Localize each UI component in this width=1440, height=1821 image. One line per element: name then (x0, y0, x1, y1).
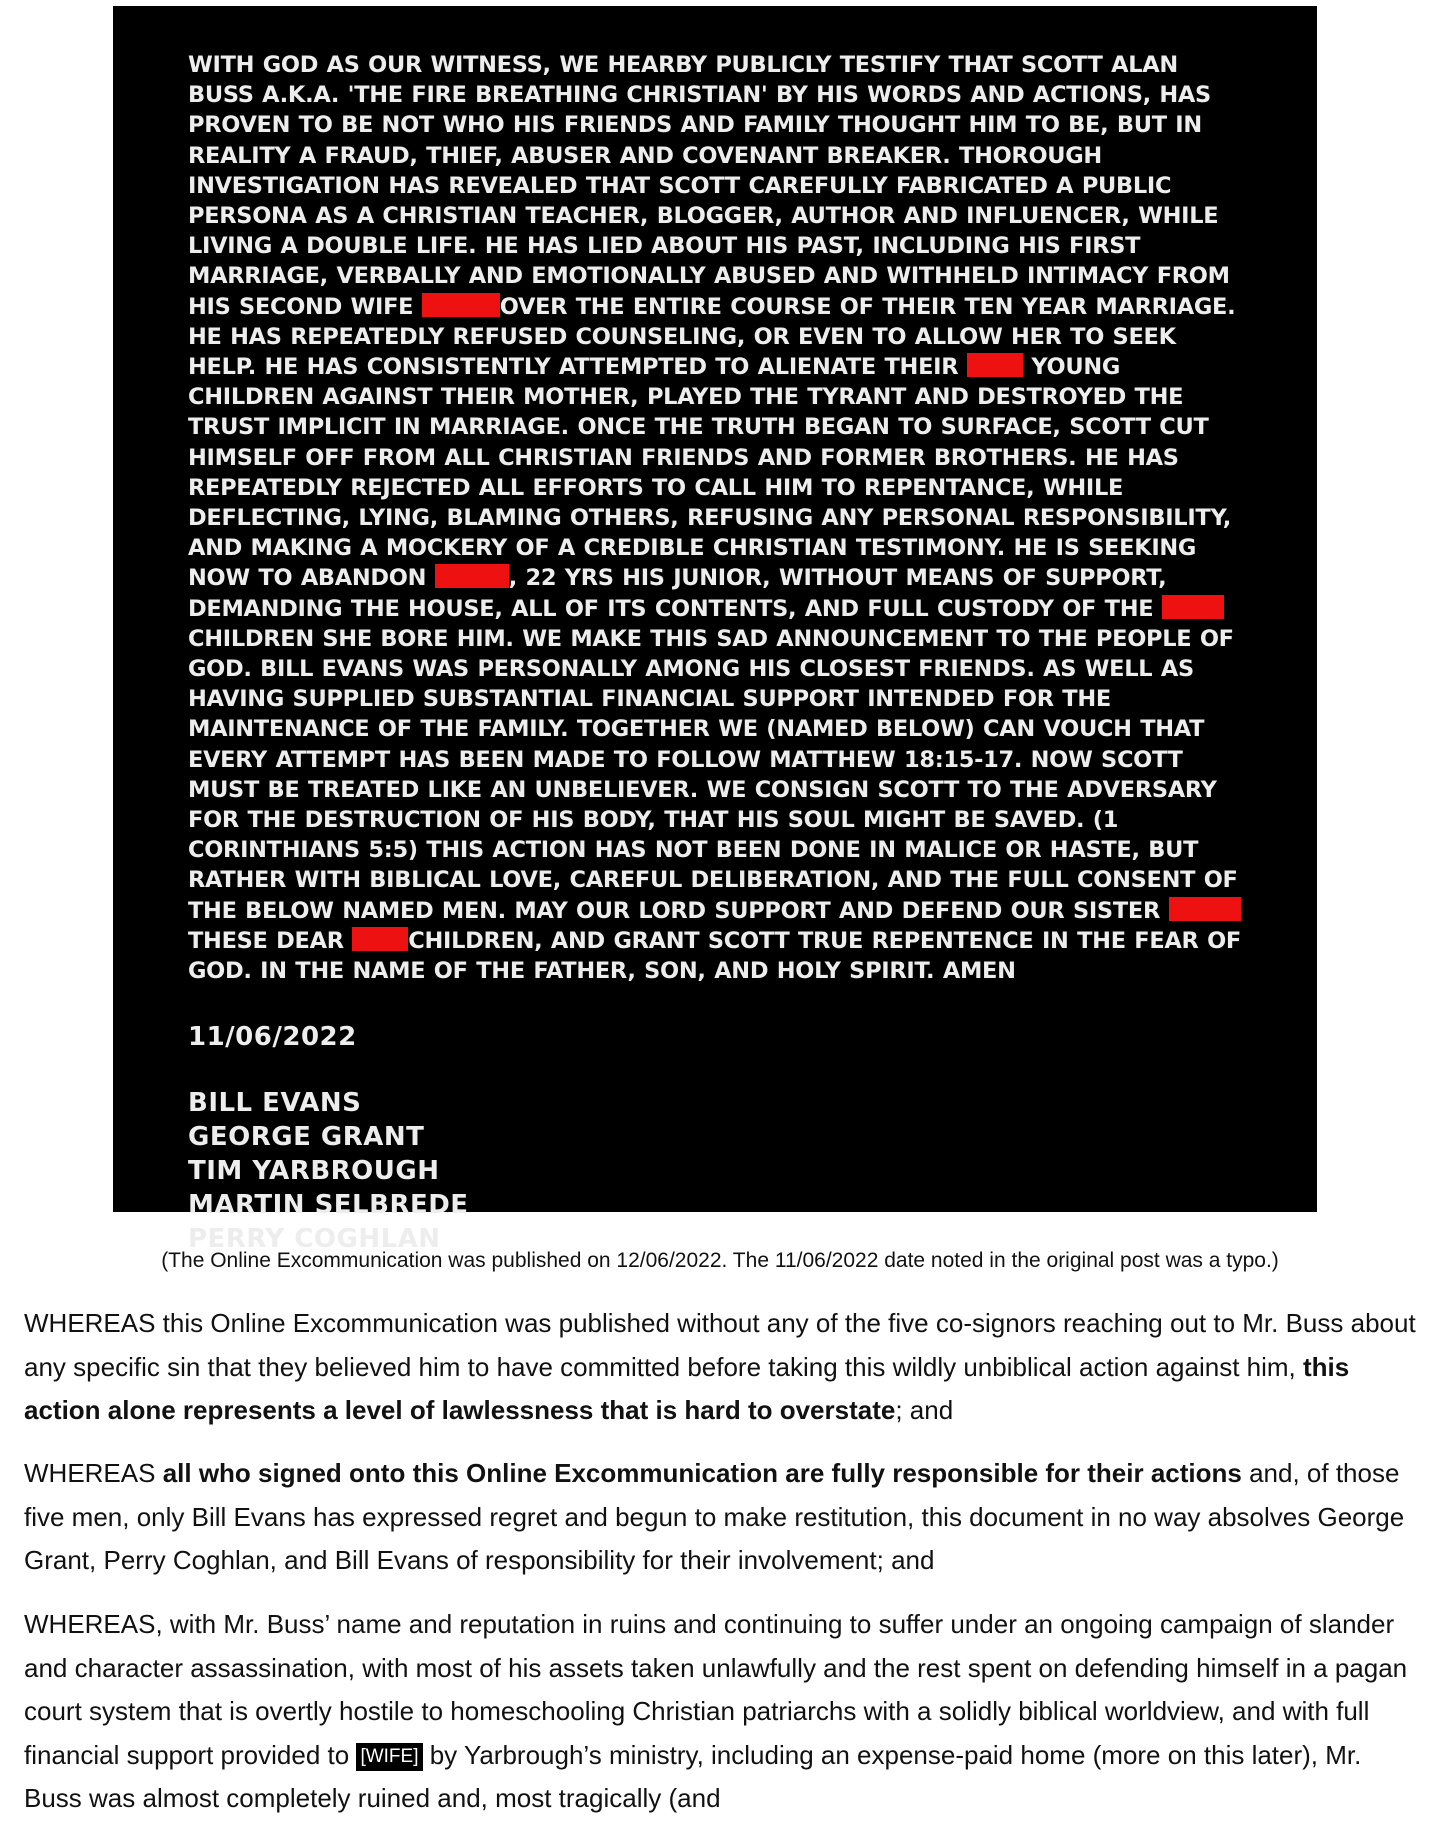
notice-text-part: CHILDREN SHE BORE HIM. WE MAKE THIS SAD ANNOUNCEMENT TO THE PEOPLE OF GOD. BILL EVANS WAS PERSONALLY AMONG HIS CLOSEST FRIENDS. AS WELL AS HAVING SUPPLIED SUBSTANTIAL FINANCIAL SUPPORT INTENDED FOR THE MAINTENANCE OF THE FAMILY. TOGETHER WE (NAMED BELOW) CAN VOUCH THAT EVERY ATTEMPT HAS BEEN MADE TO FOLLOW MATTHEW 18:15-17. NOW SCOTT MUST BE TREATED LIKE AN UNBELIEVER. WE CONSIGN SCOTT TO THE ADVERSARY FOR THE DESTRUCTION OF HIS BODY, THAT HIS SOUL MIGHT BE SAVED. (1 CORINTHIANS 5:5) THIS ACTION HAS NOT BEEN DONE IN MALICE OR HASTE, BUT RATHER WITH BIBLICAL LOVE, CAREFUL DELIBERATION, AND THE FULL CONSENT OF THE BELOW NAMED MEN. MAY OUR LORD SUPPORT AND DEFEND OUR SISTER (188, 625, 1238, 924)
notice-date: 11/06/2022 (188, 1022, 357, 1053)
notice-text-part: OVER THE ENTIRE COURSE OF THEIR TEN YEAR MARRIAGE. HE HAS REPEATEDLY REFUSED COUNSELING, OR EVEN TO ALLOW HER TO SEEK HELP. HE HAS CONSISTENTLY ATTEMPTED TO ALIENATE THEIR (188, 293, 1236, 381)
image-caption: (The Online Excommunication was published on 12/06/2022. The 11/06/2022 date noted in the original post was a typo.) (161, 1249, 1279, 1272)
redaction-bar (1162, 595, 1224, 619)
notice-text (188, 50, 1247, 986)
signer-name: PERRY COGHLAN (188, 1224, 441, 1255)
paragraph-text: WHEREAS, with Mr. Buss’ name and reputation in ruins and continuing to suffer under an ongoing campaign of slander and character assassination, with most of his assets taken unlawfully and the rest spent on defending himself in a pagan court system that is overtly hostile to homeschooling Christian patriarchs with a solidly biblical worldview, and with full financial support provided to (24, 1609, 1408, 1770)
signer-name: GEORGE GRANT (188, 1122, 425, 1153)
whereas-paragraph-3 (24, 1603, 1416, 1821)
signer-name: TIM YARBROUGH (188, 1156, 440, 1187)
paragraph-text: and, of those five men, only Bill Evans has expressed regret and begun to make restitution, this document in no way absolves George Grant, Perry Coghlan, and Bill Evans of responsibility for their involvement; and (24, 1458, 1405, 1575)
notice-text-part: CHILDREN, AND GRANT SCOTT TRUE REPENTENCE IN THE FEAR OF GOD. IN THE NAME OF THE FATHER, SON, AND HOLY SPIRIT. AMEN (188, 927, 1242, 985)
notice-text-part: WITH GOD AS OUR WITNESS, WE HEARBY PUBLICLY TESTIFY THAT SCOTT ALAN BUSS A.K.A. 'THE FIRE BREATHING CHRISTIAN' BY HIS WORDS AND ACTIONS, HAS PROVEN TO BE NOT WHO HIS FRIENDS AND FAMILY THOUGHT HIM TO BE, BUT IN REALITY A FRAUD, THIEF, ABUSER AND COVENANT BREAKER. THOROUGH INVESTIGATION HAS REVEALED THAT SCOTT CAREFULLY FABRICATED A PUBLIC PERSONA AS A CHRISTIAN TEACHER, BLOGGER, AUTHOR AND INFLUENCER, WHILE LIVING A DOUBLE LIFE. HE HAS LIED ABOUT HIS PAST, INCLUDING HIS FIRST MARRIAGE, VERBALLY AND EMOTIONALLY ABUSED AND WITHHELD INTIMACY FROM HIS SECOND WIFE (188, 52, 1230, 320)
redaction-bar (352, 927, 408, 951)
whereas-paragraph-1 (24, 1302, 1416, 1433)
paragraph-text: WHEREAS this Online Excommunication was published without any of the five co-signors reaching out to Mr. Buss about any specific sin that they believed him to have committed before taking this wildly unbiblical action against him, (24, 1308, 1416, 1382)
redaction-bar (422, 293, 500, 317)
signer-name: BILL EVANS (188, 1088, 362, 1119)
excommunication-notice-image (113, 6, 1317, 1255)
paragraph-text: WHEREAS (24, 1458, 163, 1488)
redaction-bar (435, 564, 509, 588)
notice-text-part: YOUNG CHILDREN AGAINST THEIR MOTHER, PLAYED THE TYRANT AND DESTROYED THE TRUST IMPLICIT IN MARRIAGE. ONCE THE TRUTH BEGAN TO SURFACE, SCOTT CUT HIMSELF OFF FROM ALL CHRISTIAN FRIENDS AND FORMER BROTHERS. HE HAS REPEATEDLY REJECTED ALL EFFORTS TO CALL HIM TO REPENTANCE, WHILE DEFLECTING, LYING, BLAMING OTHERS, REFUSING ANY PERSONAL RESPONSIBILITY, AND MAKING A MOCKERY OF A CREDIBLE CHRISTIAN TESTIMONY. HE IS SEEKING NOW TO ABANDON (188, 354, 1231, 592)
notice-text-part: THESE DEAR (188, 927, 353, 954)
paragraph-text: ; and (895, 1395, 954, 1425)
whereas-paragraph-2 (24, 1452, 1416, 1583)
signer-list (188, 1086, 1247, 1256)
paragraph-emphasis: all who signed onto this Online Excommunication are fully responsible for their actions (162, 1458, 1242, 1488)
paragraph-text: by Yarbrough’s ministry, including an expense-paid home (more on this later), Mr. Buss was almost completely ruined and, most tragically (and (24, 1739, 1362, 1813)
redaction-bar (1169, 897, 1241, 921)
redaction-tag: [WIFE] (356, 1743, 422, 1771)
redaction-bar (967, 353, 1023, 377)
notice-text-part: , 22 YRS HIS JUNIOR, WITHOUT MEANS OF SUPPORT, DEMANDING THE HOUSE, ALL OF ITS CONTENTS, AND FULL CUSTODY OF THE (188, 565, 1167, 622)
paragraph-emphasis: this action alone represents a level of lawlessness that is hard to overstate (24, 1351, 1350, 1425)
signer-name: MARTIN SELBREDE (188, 1190, 469, 1221)
